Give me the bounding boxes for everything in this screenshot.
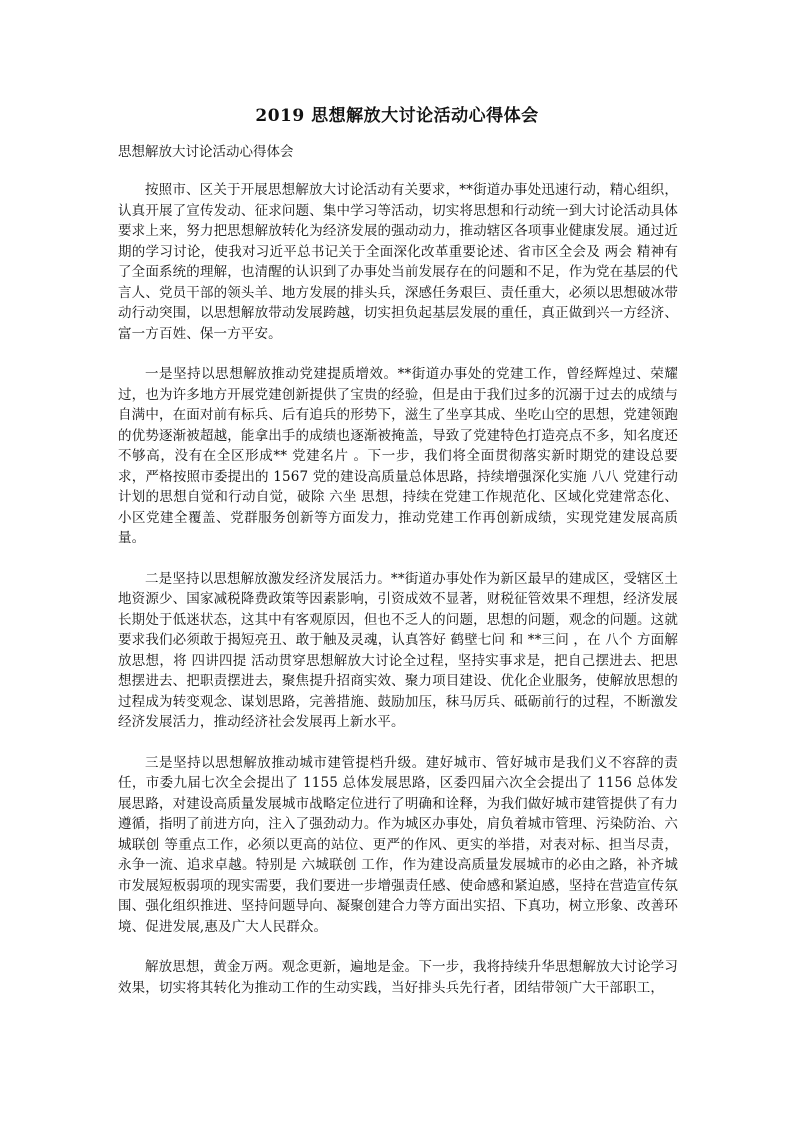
paragraph-economic-development: 二是坚持以思想解放激发经济发展活力。**街道办事处作为新区最早的建成区，受辖区土地资源少、国家减税降费政策等因素影响，引资成效不显著，财税征管效果不理想，经济发展长期处于低迷状态，这其中有客观原因，但也不乏人的问题，思想的问题，观念的问题。这就要求我们必须敢于揭短亮丑、敢于触及灵魂，认真答好 鹤壁七问 和 **三问 ，在 八个 方面解放思想，将 四讲四提 活动贯穿思想解放大讨论全过程，坚持实事求是，把自己摆进去、把思想摆进去、把职责摆进去，聚焦提升招商实效、聚力项目建设、优化企业服务，使解放思想的过程成为转变观念、谋划思路，完善措施、鼓励加压，秣马厉兵、砥砺前行的过程，不断激发经济发展活力，推动经济社会发展再上新水平。 xyxy=(118,570,678,730)
paragraph-urban-management: 三是坚持以思想解放推动城市建管提档升级。建好城市、管好城市是我们义不容辞的责任，市委九届七次全会提出了 1155 总体发展思路，区委四届六次全会提出了 1156 总体发展思路，对建设高质量发展城市战略定位进行了明确和诠释，为我们做好城市建管提供了有力遵循，指明了前进方向，注入了强劲动力。作为城区办事处，肩负着城市管理、污染防治、六城联创 等重点工作，必须以更高的站位、更严的作风、更实的举措，对表对标、担当尽责，永争一流、追求卓越。特别是 六城联创 工作，作为建设高质量发展城市的必由之路，补齐城市发展短板弱项的现实需要，我们要进一步增强责任感、使命感和紧迫感，坚持在营造宣传氛围、强化组织推进、坚持问题导向、凝聚创建合力等方面出实招、下真功，树立形象、改善环境、促进发展,惠及广大人民群众。 xyxy=(118,754,678,935)
document-title: 2019 思想解放大讨论活动心得体会 xyxy=(255,106,539,126)
paragraph-intro: 按照市、区关于开展思想解放大讨论活动有关要求，**街道办事处迅速行动，精心组织，认真开展了宣传发动、征求问题、集中学习等活动，切实将思想和行动统一到大讨论活动具体要求上来，努力把思想解放转化为经济发展的强动动力，推动辖区各项事业健康发展。通过近期的学习讨论，使我对习近平总书记关于全面深化改革重要论述、省市区全会及 两会 精神有了全面系统的理解，也清醒的认识到了办事处当前发展存在的问题和不足，作为党在基层的代言人、党员干部的领头羊、地方发展的排头兵，深感任务艰巨、责任重大，必须以思想破冰带动行动突围，以思想解放带动发展跨越，切实担负起基层发展的重任，真正做到兴一方经济、富一方百姓、保一方平安。 xyxy=(118,182,678,342)
document-subtitle: 思想解放大讨论活动心得体会 xyxy=(118,144,294,160)
document-body xyxy=(118,180,678,1018)
paragraph-conclusion: 解放思想，黄金万两。观念更新，遍地是金。下一步，我将持续升华思想解放大讨论学习效果，切实将其转化为推动工作的生动实践，当好排头兵先行者，团结带领广大干部职工， xyxy=(118,959,678,996)
paragraph-party-building: 一是坚持以思想解放推动党建提质增效。**街道办事处的党建工作，曾经辉煌过、荣耀过，也为许多地方开展党建创新提供了宝贵的经验，但是由于我们过多的沉溺于过去的成绩与自满中，在面对前有标兵、后有追兵的形势下，滋生了坐享其成、坐吃山空的思想，党建领跑的优势逐渐被超越，能拿出手的成绩也逐渐被掩盖，导致了党建特色打造亮点不多，知名度还不够高，没有在全区形成** 党建名片 。下一步，我们将全面贯彻落实新时期党的建设总要求，严格按照市委提出的 1567 党的建设高质量总体思路，持续增强深化实施 八八 党建行动计划的思想自觉和行动自觉，破除 六坐 思想，持续在党建工作规范化、区域化党建常态化、小区党建全覆盖、党群服务创新等方面发力，推动党建工作再创新成绩，实现党建发展高质量。 xyxy=(118,366,678,546)
